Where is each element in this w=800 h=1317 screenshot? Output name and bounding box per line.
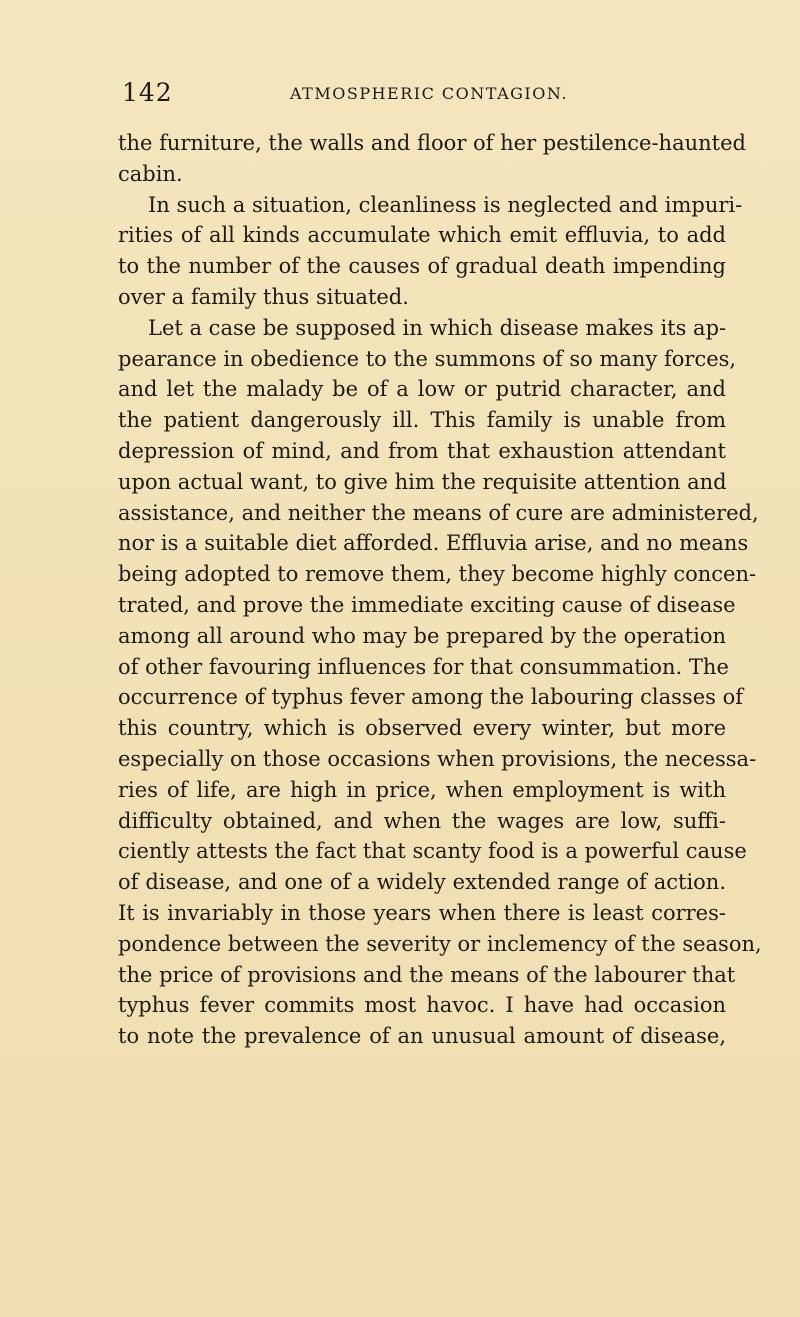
text-line: this country, which is observed every winter, but more <box>118 716 726 741</box>
text-line: It is invariably in those years when there is least corres- <box>118 900 726 925</box>
text-line: cabin. <box>118 161 183 186</box>
text-line: especially on those occasions when provisions, the necessa- <box>118 746 757 771</box>
body-text <box>118 128 762 1052</box>
text-line: In such a situation, cleanliness is neglected and impuri- <box>148 192 743 217</box>
text-line: trated, and prove the immediate exciting cause of disease <box>118 592 736 617</box>
text-line: occurrence of typhus fever among the labouring classes of <box>118 685 744 710</box>
text-line: pearance in obedience to the summons of so many forces, <box>118 346 737 371</box>
text-line: to note the prevalence of an unusual amount of disease, <box>118 1024 726 1049</box>
text-line: to the number of the causes of gradual death impending <box>118 254 726 279</box>
text-line: and let the malady be of a low or putrid character, and <box>118 377 726 402</box>
text-line: ciently attests the fact that scanty food is a powerful cause <box>118 839 747 864</box>
text-line: among all around who may be prepared by the operation <box>118 623 726 648</box>
text-line: the price of provisions and the means of the labourer that <box>118 962 736 987</box>
text-line: Let a case be supposed in which disease makes its ap- <box>148 315 727 340</box>
text-line: nor is a suitable diet afforded. Effluvia arise, and no means <box>118 531 749 556</box>
text-line: of disease, and one of a widely extended range of action. <box>118 870 726 895</box>
text-line: of other favouring influences for that consummation. The <box>118 654 729 679</box>
text-line: upon actual want, to give him the requisite attention and <box>118 469 727 494</box>
page-number: 142 <box>122 78 173 107</box>
text-line: the furniture, the walls and floor of her pestilence-haunted <box>118 131 746 155</box>
text-line: difficulty obtained, and when the wages are low, suffi- <box>118 808 726 833</box>
text-line: rities of all kinds accumulate which emit effluvia, to add <box>118 223 726 248</box>
text-line: being adopted to remove them, they become highly concen- <box>118 562 757 587</box>
text-line: over a family thus situated. <box>118 284 409 309</box>
text-line: assistance, and neither the means of cure are administered, <box>118 500 759 525</box>
running-head-title: ATMOSPHERIC CONTAGION. <box>290 84 568 103</box>
text-line: depression of mind, and from that exhaustion attendant <box>118 438 726 463</box>
text-line: typhus fever commits most havoc. I have had occasion <box>118 993 726 1018</box>
text-line: pondence between the severity or inclemency of the season, <box>118 931 762 956</box>
text-line: the patient dangerously ill. This family is unable from <box>118 408 726 433</box>
running-head <box>122 78 712 108</box>
text-line: ries of life, are high in price, when employment is with <box>118 777 726 802</box>
